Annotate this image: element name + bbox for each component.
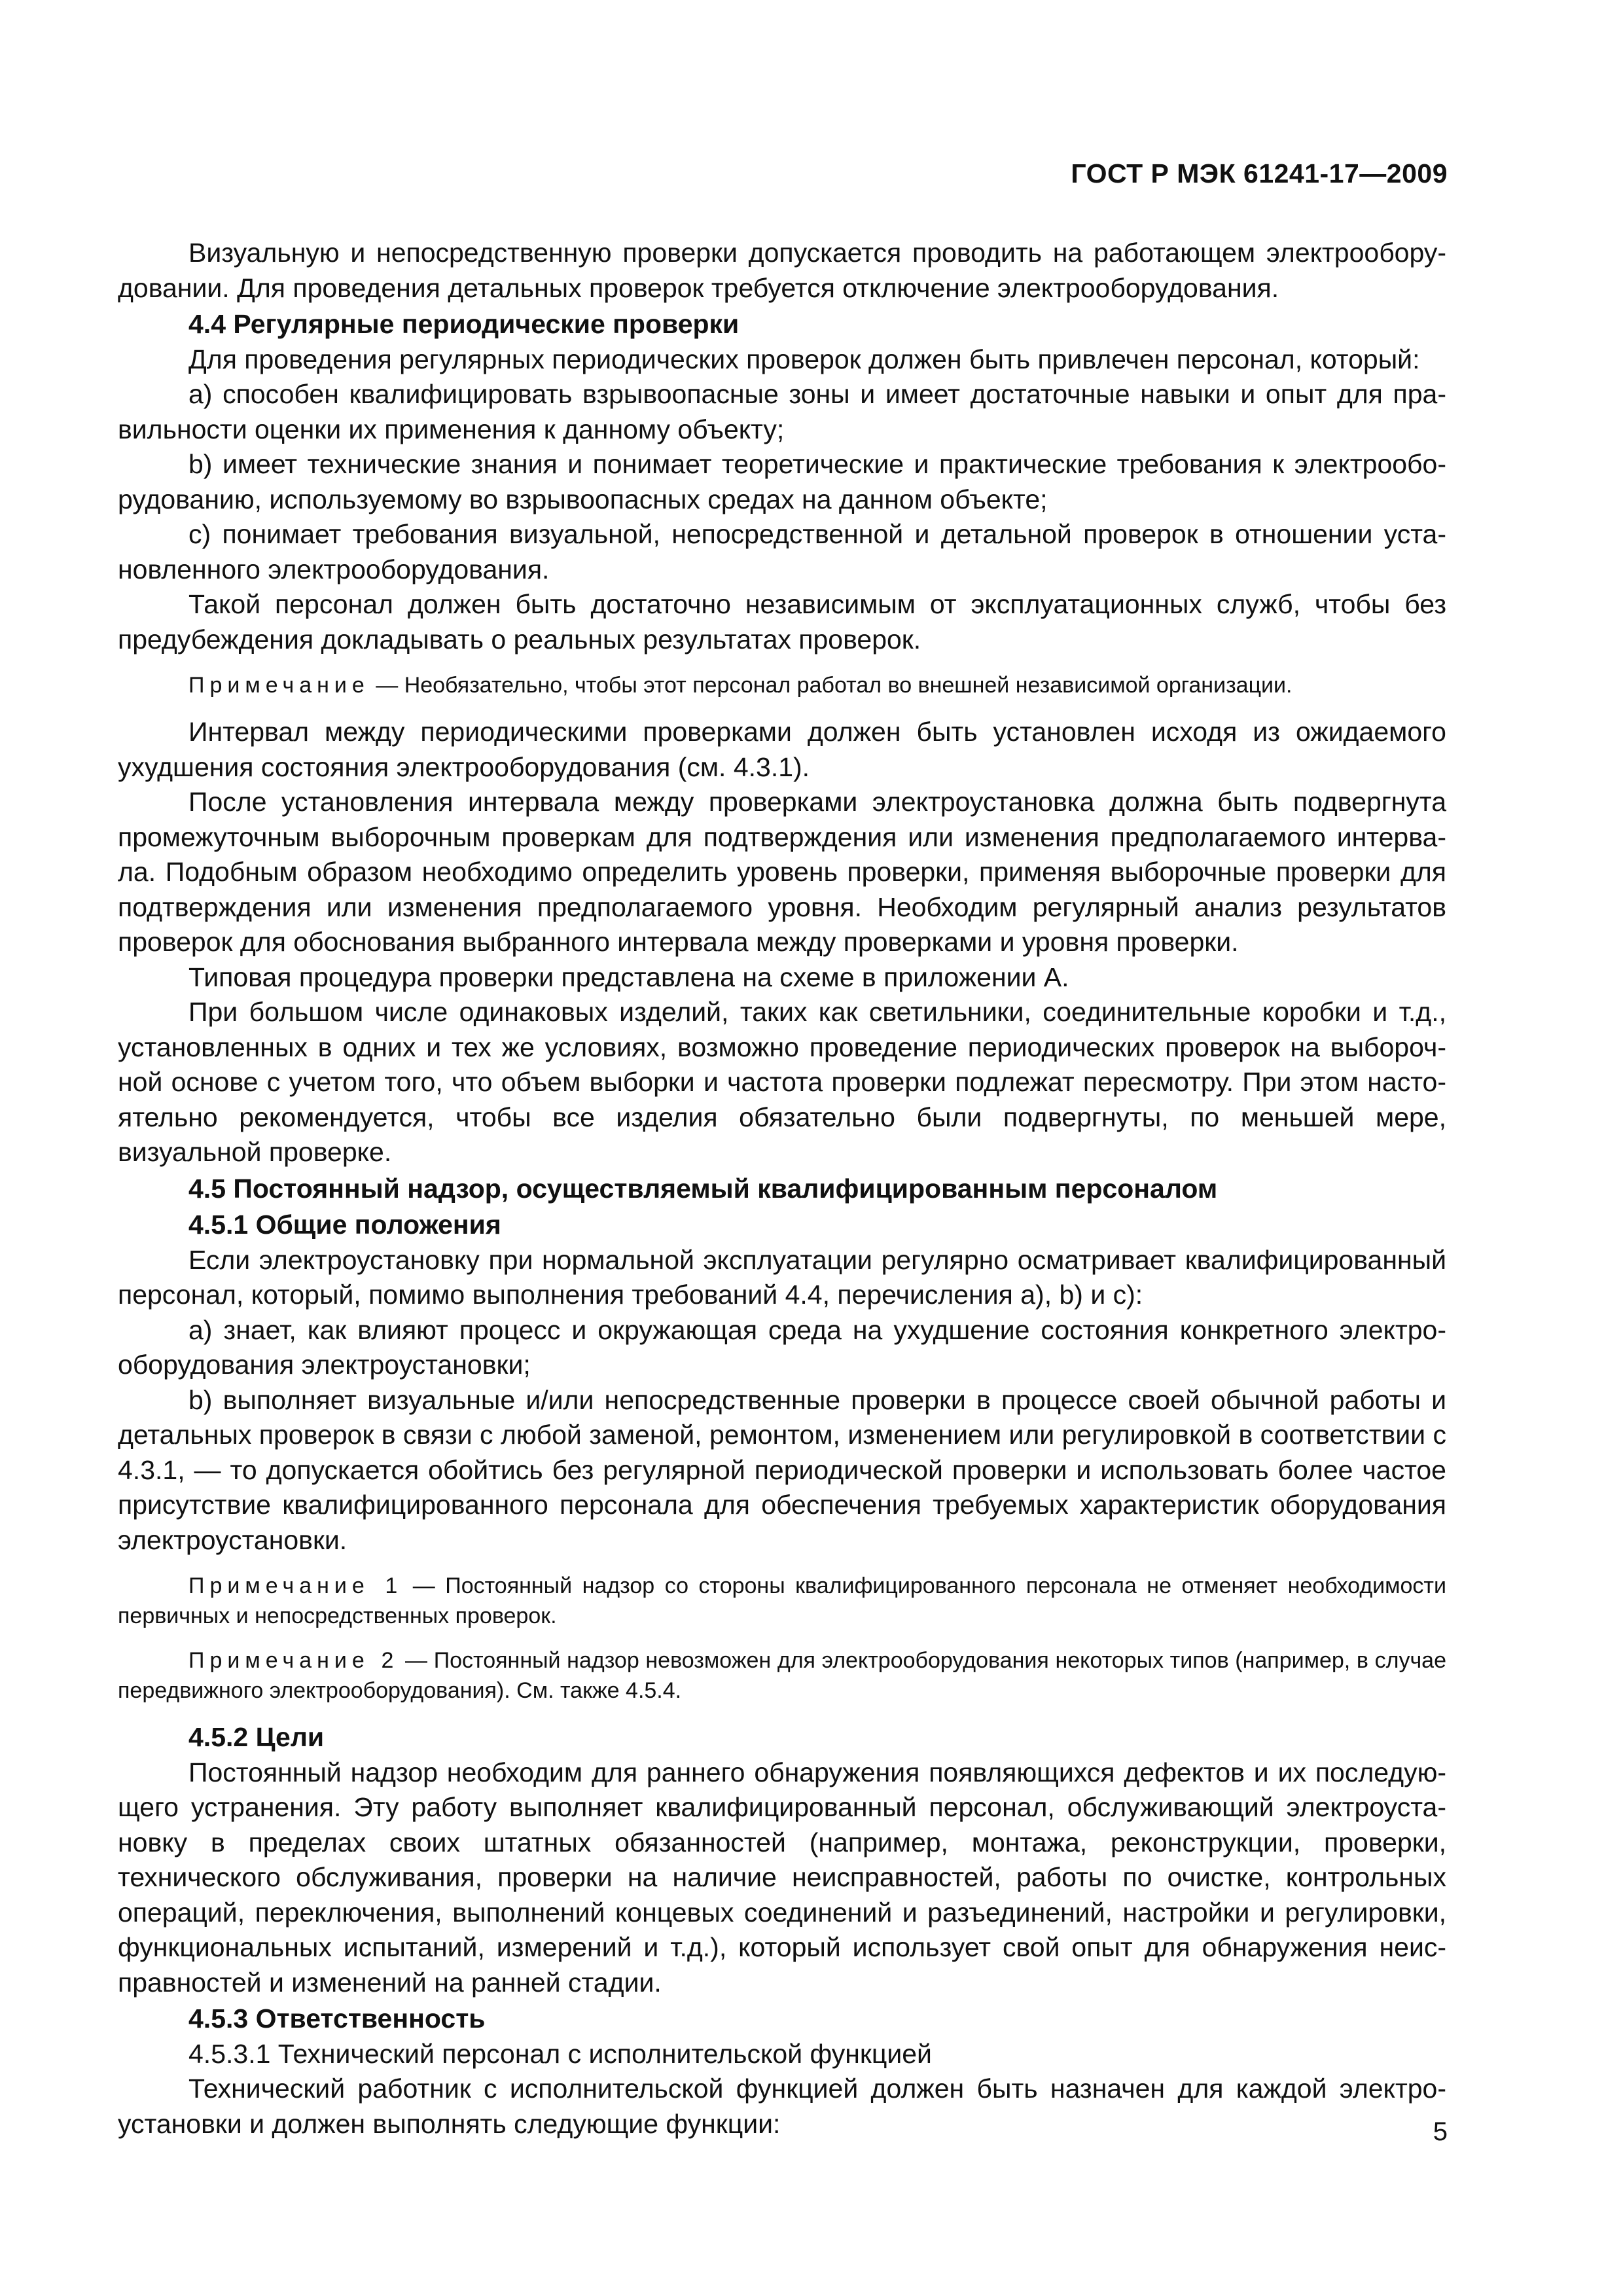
paragraph: Технический работник с исполнительской функцией должен быть назначен для каждой электроустановки и должен выполнять следующие функции:: [118, 2073, 1446, 2139]
paragraph: Если электроустановку при нормальной эксплуатации регулярно осматривает квалифицированный персонал, который, помимо выполнения требований 4.4, перечисления а), b) и с):: [118, 1244, 1446, 1310]
note-label: Примечание 2: [188, 1648, 399, 1673]
section-4-5-heading: 4.5 Постоянный надзор, осуществляемый квалифицированным персоналом: [188, 1173, 1218, 1204]
paragraph: Для проведения регулярных периодических проверок должен быть привлечен персонал, который:: [188, 344, 1420, 374]
note-2: [118, 1645, 1446, 1706]
note-1: [118, 1571, 1446, 1631]
paragraph: Постоянный надзор необходим для раннего обнаружения появляющихся дефектов и их последующего устранения. Эту работу выполняет квалифицированный персонал, обслуживающий электроустановку в пределах своих штатных обязанностей (например, монтажа, реконструкции, проверки, технического обслуживания, проверки на наличие неисправностей, работы по очистке, контрольных операций, переключения, выполнений концевых соединений и разъединений, настройки и регулировки, функциональных испытаний, измерений и т.д.), который использует свой опыт для обнаружения неисправностей и изменений на ранней стадии.: [118, 1757, 1446, 1998]
subsection-4-5-3-1-title: 4.5.3.1 Технический персонал с исполнительской функцией: [188, 2038, 932, 2069]
paragraph: При большом числе одинаковых изделий, таких как светильники, соединительные коробки и т.д., установленных в одних и тех же условиях, возможно проведение периодических проверок на выборочной основе с учетом того, что объем выборки и частота проверки подлежат пересмотру. При этом настоятельно рекомендуется, чтобы все изделия обязательно были подвергнуты, по меньшей мере, визуальной проверке.: [118, 997, 1446, 1167]
document-body: [118, 236, 1446, 2142]
note-label: Примечание 1: [188, 1573, 403, 1598]
list-item-c: с) понимает требования визуальной, непосредственной и детальной проверок в отношении установленного электрооборудования.: [118, 519, 1446, 584]
list-item-b: b) имеет технические знания и понимает теоретические и практические требования к электрооборудованию, используемому во взрывоопасных средах на данном объекте;: [118, 449, 1446, 514]
note-text: — Необязательно, чтобы этот персонал работал во внешней независимой организации.: [369, 673, 1293, 698]
note-label: Примечание: [188, 673, 370, 698]
note: [118, 670, 1446, 700]
section-4-5-1-heading: 4.5.1 Общие положения: [188, 1210, 501, 1240]
standard-header: ГОСТ Р МЭК 61241-17—2009: [1071, 158, 1448, 188]
page-number: 5: [1433, 2117, 1448, 2146]
note-text: — Постоянный надзор невозможен для электрооборудования некоторых типов (например, в случае передвижного электрооборудования). См. также 4.5.4.: [118, 1648, 1446, 1703]
section-4-5-3-heading: 4.5.3 Ответственность: [188, 2003, 486, 2034]
paragraph: Такой персонал должен быть достаточно независимым от эксплуатационных служб, чтобы без предубеждения докладывать о реальных результатах проверок.: [118, 589, 1446, 655]
paragraph: После установления интервала между проверками электроустановка должна быть подвергнута промежуточным выборочным проверкам для подтверждения или изменения предполагаемого интервала. Подобным образом необходимо определить уровень проверки, применяя выборочные проверки для подтверждения или изменения предполагаемого уровня. Необходим регулярный анализ результатов проверок для обоснования выбранного интервала между проверками и уровня проверки.: [118, 787, 1446, 957]
section-4-5-2-heading: 4.5.2 Цели: [188, 1722, 325, 1752]
note-text: — Постоянный надзор со стороны квалифицированного персонала не отменяет необходимости первичных и непосредственных проверок.: [118, 1573, 1446, 1628]
intro-paragraph: Визуальную и непосредственную проверки допускается проводить на работающем электрооборудовании. Для проведения детальных проверок требуется отключение электрооборудования.: [118, 238, 1446, 303]
section-4-4-heading: 4.4 Регулярные периодические проверки: [188, 309, 740, 339]
list-item-b: b) выполняет визуальные и/или непосредственные проверки в процессе своей обычной работы и детальных проверок в связи с любой заменой, ремонтом, изменением или регулировкой в соответствии с 4.3.1, — то допускается обойтись без регулярной периодической проверки и использовать более частое присутствие квалифицированного персонала для обеспечения требуемых характеристик оборудования электроустановки.: [118, 1384, 1446, 1555]
paragraph: Типовая процедура проверки представлена на схеме в приложении А.: [188, 961, 1069, 992]
list-item-a: а) знает, как влияют процесс и окружающая среда на ухудшение состояния конкретного электрооборудования электроустановки;: [118, 1314, 1446, 1380]
list-item-a: а) способен квалифицировать взрывоопасные зоны и имеет достаточные навыки и опыт для правильности оценки их применения к данному объекту;: [118, 379, 1446, 444]
paragraph: Интервал между периодическими проверками должен быть установлен исходя из ожидаемого ухудшения состояния электрооборудования (см. 4.3.1).: [118, 717, 1446, 782]
